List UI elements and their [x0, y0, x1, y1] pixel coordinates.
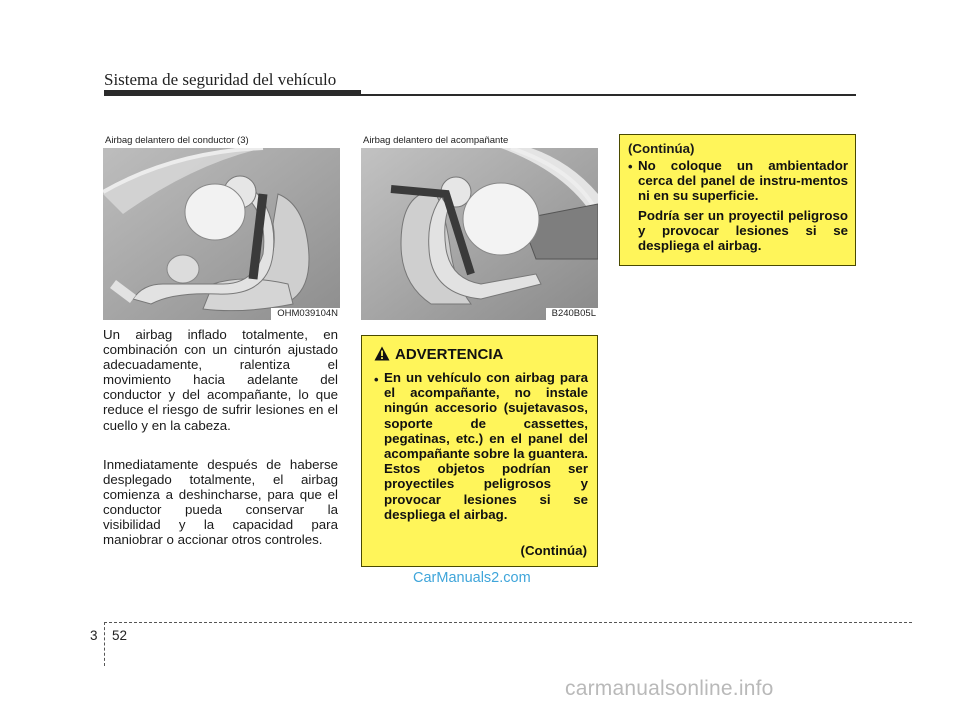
- bullet: •: [628, 159, 633, 174]
- continued-head: (Continúa): [628, 141, 695, 156]
- warning-title: ADVERTENCIA: [395, 346, 504, 363]
- continued-warning-box: [619, 134, 856, 266]
- figure-passenger-airbag: [361, 134, 598, 320]
- warning-item: En un vehículo con airbag para el acompañante, no instale ningún accesorio (sujetavasos, soporte de cassettes, pegatinas, etc.) en el panel del acompañante sobre la guantera. Estos objetos podrían ser proyectiles peligrosos y provocar lesiones si se despliega el airbag.: [384, 370, 588, 522]
- site-watermark: carmanualsonline.info: [565, 677, 774, 700]
- driver-airbag-illustration: [103, 134, 340, 320]
- continued-item-2: Podría ser un proyectil peligroso y provocar lesiones si se despliega el airbag.: [638, 208, 848, 254]
- page-number: 52: [112, 628, 128, 643]
- figure-label: Airbag delantero del acompañante: [361, 134, 598, 148]
- footer-divider: [104, 622, 105, 666]
- warning-triangle-icon: [374, 346, 390, 361]
- figure-code: B240B05L: [546, 308, 598, 320]
- chapter-number: 3: [90, 628, 98, 643]
- bullet: •: [374, 372, 379, 387]
- paragraph-airbag-inflated: Un airbag inflado totalmente, en combinación con un cinturón ajustado adecuadamente, ralentiza el movimiento hacia adelante del conductor y del acompañante, lo que reduce el riesgo de sufrir lesiones en el cuello y en la cabeza.: [103, 327, 338, 433]
- paragraph-airbag-deflate: Inmediatamente después de haberse desplegado totalmente, el airbag comienza a deshincharse, para que el conductor pueda conservar la visibilidad y la capacidad para maniobrar o accionar otros controles.: [103, 457, 338, 548]
- header-rule-accent: [104, 90, 361, 96]
- continued-item-1: No coloque un ambientador cerca del panel de instru-mentos ni en su superficie.: [638, 158, 848, 204]
- passenger-airbag-illustration: [361, 134, 598, 320]
- warning-continues: (Continúa): [520, 543, 587, 558]
- figure-driver-airbag: [103, 134, 340, 320]
- warning-box: [361, 335, 598, 567]
- section-title: Sistema de seguridad del vehículo: [104, 70, 337, 89]
- figure-code: OHM039104N: [271, 308, 340, 320]
- footer-rule: [104, 622, 912, 623]
- watermark-carmanuals: CarManuals2.com: [413, 570, 531, 586]
- figure-label: Airbag delantero del conductor (3): [103, 134, 340, 148]
